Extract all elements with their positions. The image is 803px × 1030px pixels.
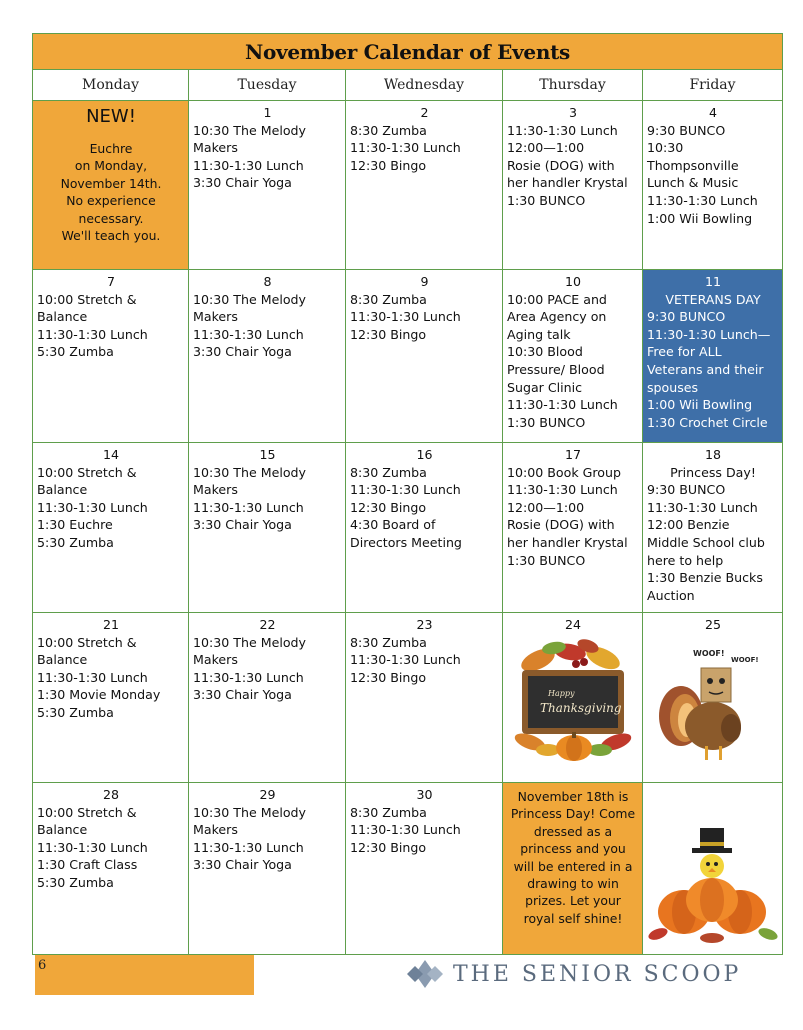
event-line: Balance	[37, 652, 88, 668]
event-line: Rosie (DOG) with	[507, 517, 615, 533]
event-line: 12:00—1:00	[507, 140, 585, 156]
event-line: 8:30 Zumba	[350, 291, 427, 307]
event-line: 11:30-1:30 Lunch	[507, 122, 618, 138]
event-line: Balance	[37, 822, 88, 838]
event-line: 1:30 Benzie Bucks	[647, 570, 763, 586]
new-line: No experience	[66, 193, 156, 209]
event-line: Balance	[37, 482, 88, 498]
event-line: 9:30 BUNCO	[647, 482, 726, 498]
day-number: 14	[102, 447, 120, 462]
event-line: 11:30-1:30 Lunch	[350, 309, 461, 325]
event-line: Thompsonville	[647, 157, 739, 173]
day-number: 25	[704, 617, 722, 632]
day-cell-29	[189, 783, 346, 954]
event-line: 1:30 BUNCO	[507, 192, 586, 208]
event-line: 3:30 Chair Yoga	[193, 517, 292, 533]
event-line: here to help	[647, 552, 724, 568]
header-wednesday: Wednesday	[346, 70, 503, 101]
event-line: Veterans and their	[647, 361, 764, 377]
event-line: 10:00 Stretch &	[37, 634, 137, 650]
event-line: Auction	[647, 587, 695, 603]
day-cell-28	[33, 783, 189, 954]
day-cell-14	[33, 443, 189, 613]
day-number: 2	[420, 105, 429, 120]
event-line: 11:30-1:30 Lunch	[37, 669, 148, 685]
day-number: 23	[416, 617, 433, 632]
event-line: 8:30 Zumba	[350, 122, 427, 138]
event-line: 1:00 Wii Bowling	[647, 397, 753, 413]
day-cell-25	[643, 613, 782, 783]
event-line: 5:30 Zumba	[37, 344, 114, 360]
day-cell-10	[503, 270, 643, 443]
day-number: 4	[708, 105, 717, 120]
event-line: Balance	[37, 309, 88, 325]
note-line: November 18th is	[517, 789, 629, 804]
event-line: 10:30 The Melody	[193, 291, 306, 307]
event-line: 12:30 Bingo	[350, 326, 427, 342]
event-line: spouses	[647, 379, 699, 395]
event-line: 10:30 The Melody	[193, 634, 306, 650]
event-line: 3:30 Chair Yoga	[193, 687, 292, 703]
event-line: 11:30-1:30 Lunch	[350, 140, 461, 156]
day-number: 9	[420, 274, 429, 289]
new-line: November 14th.	[60, 175, 162, 191]
pilgrim-pumpkins-cell	[643, 783, 782, 954]
event-line: 12:30 Bingo	[350, 157, 427, 173]
new-line: necessary.	[78, 210, 144, 226]
event-line: 3:30 Chair Yoga	[193, 175, 292, 191]
day-cell-16	[346, 443, 503, 613]
calendar-title: November Calendar of Events	[33, 34, 782, 70]
day-cell-15	[189, 443, 346, 613]
day-number: 22	[259, 617, 276, 632]
event-line: 11:30-1:30 Lunch—	[647, 326, 771, 342]
event-line: 10:00 Stretch &	[37, 804, 137, 820]
event-line: 11:30-1:30 Lunch	[193, 157, 304, 173]
event-line: 10:30	[647, 140, 684, 156]
event-line: Rosie (DOG) with	[507, 157, 615, 173]
event-line: 8:30 Zumba	[350, 634, 427, 650]
event-line: 3:30 Chair Yoga	[193, 857, 292, 873]
day-number: 3	[568, 105, 577, 120]
header-tuesday: Tuesday	[189, 70, 346, 101]
event-line: 3:30 Chair Yoga	[193, 344, 292, 360]
day-number: 1	[263, 105, 272, 120]
event-line: 11:30-1:30 Lunch	[507, 482, 618, 498]
event-line: Sugar Clinic	[507, 379, 583, 395]
event-line: 1:30 Craft Class	[37, 857, 138, 873]
veterans-day-heading: VETERANS DAY	[665, 291, 761, 307]
sign-thanksgiving: Thanksgiving	[540, 700, 622, 715]
header-monday: Monday	[33, 70, 189, 101]
princess-day-heading: Princess Day!	[670, 464, 756, 480]
event-line: 10:30 The Melody	[193, 804, 306, 820]
event-line: 11:30-1:30 Lunch	[647, 192, 758, 208]
note-line: prizes. Let your	[525, 893, 621, 909]
event-line: 11:30-1:30 Lunch	[193, 499, 304, 515]
event-line: 5:30 Zumba	[37, 704, 114, 720]
brand-logo	[405, 958, 741, 990]
day-number: 11	[704, 274, 722, 289]
event-line: 11:30-1:30 Lunch	[37, 326, 148, 342]
new-line: We'll teach you.	[61, 228, 161, 244]
event-line: 12:30 Bingo	[350, 669, 427, 685]
event-line: 9:30 BUNCO	[647, 122, 726, 138]
note-line: royal self shine!	[523, 910, 623, 926]
event-line: 1:30 BUNCO	[507, 414, 586, 430]
turkey-in-disguise-icon	[653, 636, 773, 766]
note-line: Princess Day! Come	[510, 806, 636, 822]
event-line: 11:30-1:30 Lunch	[350, 652, 461, 668]
footer-tab	[35, 955, 254, 995]
day-number: 8	[263, 274, 272, 289]
note-line: dressed as a	[533, 823, 613, 839]
event-line: 11:30-1:30 Lunch	[193, 839, 304, 855]
day-cell-11-veterans	[643, 270, 782, 443]
event-line: 1:30 BUNCO	[507, 552, 586, 568]
day-cell-24	[503, 613, 643, 783]
day-cell-3	[503, 101, 643, 270]
note-line: drawing to win	[527, 876, 619, 892]
day-cell-9	[346, 270, 503, 443]
day-cell-1	[189, 101, 346, 270]
event-line: Makers	[193, 309, 238, 325]
brand-name: THE SENIOR SCOOP	[453, 961, 742, 987]
event-line: 5:30 Zumba	[37, 534, 114, 550]
woof-text: WOOF!	[731, 655, 759, 664]
event-line: Area Agency on	[507, 309, 607, 325]
day-cell-8	[189, 270, 346, 443]
event-line: Directors Meeting	[350, 534, 462, 550]
event-line: 10:30 The Melody	[193, 464, 306, 480]
new-heading: NEW!	[86, 106, 136, 127]
event-line: 10:30 Blood	[507, 344, 583, 360]
event-line: 10:00 Book Group	[507, 464, 621, 480]
day-cell-4	[643, 101, 782, 270]
event-line: 12:30 Bingo	[350, 499, 427, 515]
day-cell-17	[503, 443, 643, 613]
event-line: 9:30 BUNCO	[647, 309, 726, 325]
event-line: 10:00 Stretch &	[37, 464, 137, 480]
new-line: Euchre	[89, 141, 133, 156]
day-number: 16	[416, 447, 433, 462]
event-line: 11:30-1:30 Lunch	[350, 482, 461, 498]
page-number: 6	[38, 958, 47, 973]
event-line: 11:30-1:30 Lunch	[193, 326, 304, 342]
note-line: princess and you	[520, 841, 626, 857]
event-line: Pressure/ Blood	[507, 361, 605, 377]
event-line: 12:00 Benzie	[647, 517, 730, 533]
event-line: Makers	[193, 652, 238, 668]
diamond-logo-icon	[405, 958, 445, 990]
event-line: her handler Krystal	[507, 175, 628, 191]
day-number: 29	[259, 787, 276, 802]
event-line: 1:30 Movie Monday	[37, 687, 161, 703]
day-number: 30	[416, 787, 433, 802]
day-number: 7	[106, 274, 115, 289]
event-line: 10:00 Stretch &	[37, 291, 137, 307]
day-cell-23	[346, 613, 503, 783]
woof-text: WOOF!	[693, 648, 725, 658]
event-line: 11:30-1:30 Lunch	[350, 822, 461, 838]
day-cell-18	[643, 443, 782, 613]
event-line: 5:30 Zumba	[37, 874, 114, 890]
header-thursday: Thursday	[503, 70, 643, 101]
day-cell-7	[33, 270, 189, 443]
day-cell-30	[346, 783, 503, 954]
pilgrim-bird-pumpkins-icon	[648, 826, 778, 946]
day-number: 21	[102, 617, 120, 632]
new-euchre-box	[33, 101, 189, 270]
event-line: 11:30-1:30 Lunch	[193, 669, 304, 685]
event-line: 12:00—1:00	[507, 499, 585, 515]
new-line: on Monday,	[74, 158, 148, 174]
event-line: 4:30 Board of	[350, 517, 436, 533]
event-line: Middle School club	[647, 534, 765, 550]
event-line: 12:30 Bingo	[350, 839, 427, 855]
sign-happy: Happy	[548, 688, 575, 698]
event-line: her handler Krystal	[507, 534, 628, 550]
event-line: Aging talk	[507, 326, 571, 342]
note-line: will be entered in a	[513, 858, 633, 874]
event-line: Lunch & Music	[647, 175, 739, 191]
event-line: 1:30 Crochet Circle	[647, 414, 768, 430]
event-line: 11:30-1:30 Lunch	[37, 499, 148, 515]
day-number: 17	[564, 447, 582, 462]
princess-day-note	[503, 783, 643, 954]
event-line: 11:30-1:30 Lunch	[37, 839, 148, 855]
event-line: 8:30 Zumba	[350, 464, 427, 480]
day-number: 28	[102, 787, 120, 802]
event-line: Makers	[193, 140, 238, 156]
event-line: 10:00 PACE and	[507, 291, 607, 307]
thanksgiving-sign-icon	[508, 638, 638, 773]
event-line: 1:00 Wii Bowling	[647, 210, 753, 226]
event-line: Free for ALL	[647, 344, 722, 360]
event-line: 1:30 Euchre	[37, 517, 113, 533]
event-line: 11:30-1:30 Lunch	[507, 397, 618, 413]
day-cell-21	[33, 613, 189, 783]
day-number: 18	[704, 447, 722, 462]
event-line: Makers	[193, 482, 238, 498]
day-number: 24	[564, 617, 582, 632]
day-number: 15	[259, 447, 276, 462]
header-friday: Friday	[643, 70, 782, 101]
day-number: 10	[564, 274, 582, 289]
event-line: Makers	[193, 822, 238, 838]
event-line: 8:30 Zumba	[350, 804, 427, 820]
event-line: 10:30 The Melody	[193, 122, 306, 138]
day-cell-22	[189, 613, 346, 783]
event-line: 11:30-1:30 Lunch	[647, 499, 758, 515]
day-cell-2	[346, 101, 503, 270]
calendar	[32, 33, 783, 955]
